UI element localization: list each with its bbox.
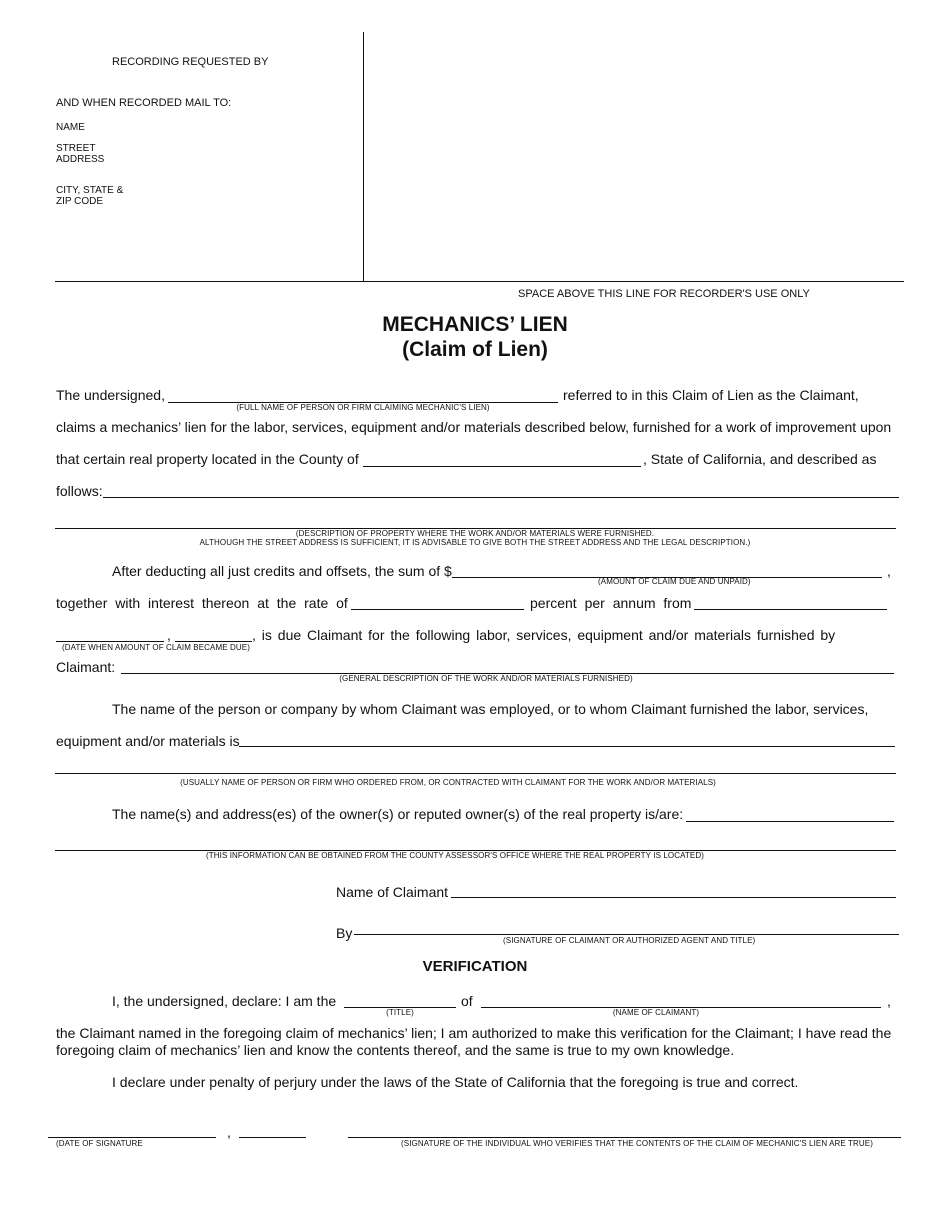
- property-description-caption: [0, 529, 950, 547]
- recorder-use-note: SPACE ABOVE THIS LINE FOR RECORDER'S USE ONLY: [518, 288, 810, 300]
- owners-label: The name(s) and address(es) of the owner(s) or reputed owner(s) of the real property is/are:: [112, 806, 684, 822]
- amount-comma: ,: [887, 563, 891, 579]
- name-of-claimant-label: Name of Claimant: [336, 884, 449, 900]
- lien-claim-text: claims a mechanics’ lien for the labor, services, equipment and/or materials described below, furnished for a work of improvement upon: [56, 419, 892, 435]
- city-label-line1: CITY, STATE &: [56, 185, 124, 196]
- per-annum-label: percent per annum from: [530, 595, 692, 611]
- claimant-reference-text: referred to in this Claim of Lien as the Claimant,: [563, 387, 859, 403]
- claimant-label: Claimant:: [56, 659, 116, 675]
- property-caption-line2: ALTHOUGH THE STREET ADDRESS IS SUFFICIENT, IT IS ADVISABLE TO GIVE BOTH THE STREET ADDRESS AND THE LEGAL DESCRIPTION.): [199, 538, 751, 547]
- title-caption: (TITLE): [386, 1008, 414, 1017]
- of-label: of: [461, 993, 473, 1009]
- document-title: [0, 313, 950, 362]
- claimant-signature-field[interactable]: [354, 934, 899, 935]
- date-due-caption: (DATE WHEN AMOUNT OF CLAIM BECAME DUE): [62, 643, 250, 652]
- county-label: that certain real property located in the County of: [56, 451, 359, 467]
- claimant-signature-caption: (SIGNATURE OF CLAIMANT OR AUTHORIZED AGENT AND TITLE): [503, 936, 756, 945]
- date-of-signature-field[interactable]: [48, 1137, 216, 1138]
- owners-field-1[interactable]: [686, 821, 894, 822]
- interest-rate-label: together with interest thereon at the rate of: [56, 595, 348, 611]
- mail-to-label: AND WHEN RECORDED MAIL TO:: [56, 97, 232, 109]
- sum-label: After deducting all just credits and offsets, the sum of $: [112, 563, 452, 579]
- work-description-caption: (GENERAL DESCRIPTION OF THE WORK AND/OR MATERIALS FURNISHED): [339, 674, 633, 683]
- interest-rate-field[interactable]: [351, 609, 524, 610]
- amount-caption: (AMOUNT OF CLAIM DUE AND UNPAID): [598, 577, 751, 586]
- verification-comma: ,: [887, 993, 891, 1009]
- title-main: MECHANICS’ LIEN: [382, 313, 568, 336]
- employer-text: The name of the person or company by whom Claimant was employed, or to whom Claimant furnished the labor, services,: [112, 701, 869, 717]
- declare-label: I, the undersigned, declare: I am the: [112, 993, 337, 1009]
- property-caption-line1: (DESCRIPTION OF PROPERTY WHERE THE WORK AND/OR MATERIALS WERE FURNISHED.: [295, 529, 655, 538]
- claimant-name-caption: (FULL NAME OF PERSON OR FIRM CLAIMING MECHANIC'S LIEN): [236, 403, 490, 412]
- verification-line1: the Claimant named in the foregoing claim of mechanics’ lien; I am authorized to make this verification for the Claimant; I have read the: [56, 1025, 892, 1041]
- date-of-signature-caption: (DATE OF SIGNATURE: [56, 1139, 143, 1148]
- name-of-claimant-field[interactable]: [451, 897, 896, 898]
- date-signature-comma: ,: [227, 1124, 231, 1140]
- verification-heading: VERIFICATION: [422, 958, 528, 975]
- due-claimant-text: , is due Claimant for the following labor, services, equipment and/or materials furnished by: [252, 627, 836, 643]
- street-address-label: [56, 143, 104, 165]
- city-label-line2: ZIP CODE: [56, 196, 104, 207]
- date-of-signature-year-field[interactable]: [239, 1137, 306, 1138]
- by-label: By: [336, 925, 353, 941]
- street-label-line2: ADDRESS: [56, 154, 105, 165]
- recording-requested-label: RECORDING REQUESTED BY: [112, 56, 269, 68]
- materials-is-label: equipment and/or materials is: [56, 733, 240, 749]
- name-label: NAME: [56, 122, 85, 133]
- date-due-comma: ,: [167, 627, 171, 643]
- employer-field-2[interactable]: [55, 773, 896, 774]
- date-due-year-field[interactable]: [175, 641, 252, 642]
- property-description-field-1[interactable]: [103, 497, 899, 498]
- recording-divider-vertical: [363, 32, 364, 281]
- street-label-line1: STREET: [56, 143, 96, 154]
- follows-label: follows:: [56, 483, 103, 499]
- verifier-signature-caption: (SIGNATURE OF THE INDIVIDUAL WHO VERIFIES THAT THE CONTENTS OF THE CLAIM OF MECHANIC'S LIEN ARE TRUE): [401, 1139, 873, 1148]
- verification-paragraph: [56, 1025, 896, 1059]
- undersigned-label: The undersigned,: [56, 387, 165, 403]
- interest-from-field[interactable]: [694, 609, 887, 610]
- perjury-declaration: I declare under penalty of perjury under the laws of the State of California that the foregoing is true and correct.: [112, 1074, 799, 1090]
- county-field[interactable]: [363, 466, 641, 467]
- recorder-space-line: [55, 281, 904, 282]
- state-described-text: , State of California, and described as: [643, 451, 877, 467]
- employer-field-1[interactable]: [239, 746, 895, 747]
- verification-line2: foregoing claim of mechanics’ lien and know the contents thereof, and the same is true to my own knowledge.: [56, 1042, 735, 1058]
- date-due-month-field[interactable]: [56, 641, 164, 642]
- name-of-claimant-caption: (NAME OF CLAIMANT): [612, 1008, 700, 1017]
- verifier-signature-field[interactable]: [348, 1137, 901, 1138]
- owners-caption: (THIS INFORMATION CAN BE OBTAINED FROM THE COUNTY ASSESSOR'S OFFICE WHERE THE REAL PROPERTY IS LOCATED): [206, 851, 704, 860]
- title-sub: (Claim of Lien): [402, 338, 548, 361]
- city-state-zip-label: [56, 185, 123, 207]
- employer-caption: (USUALLY NAME OF PERSON OR FIRM WHO ORDERED FROM, OR CONTRACTED WITH CLAIMANT FOR THE WORK AND/OR MATERIALS): [180, 778, 716, 787]
